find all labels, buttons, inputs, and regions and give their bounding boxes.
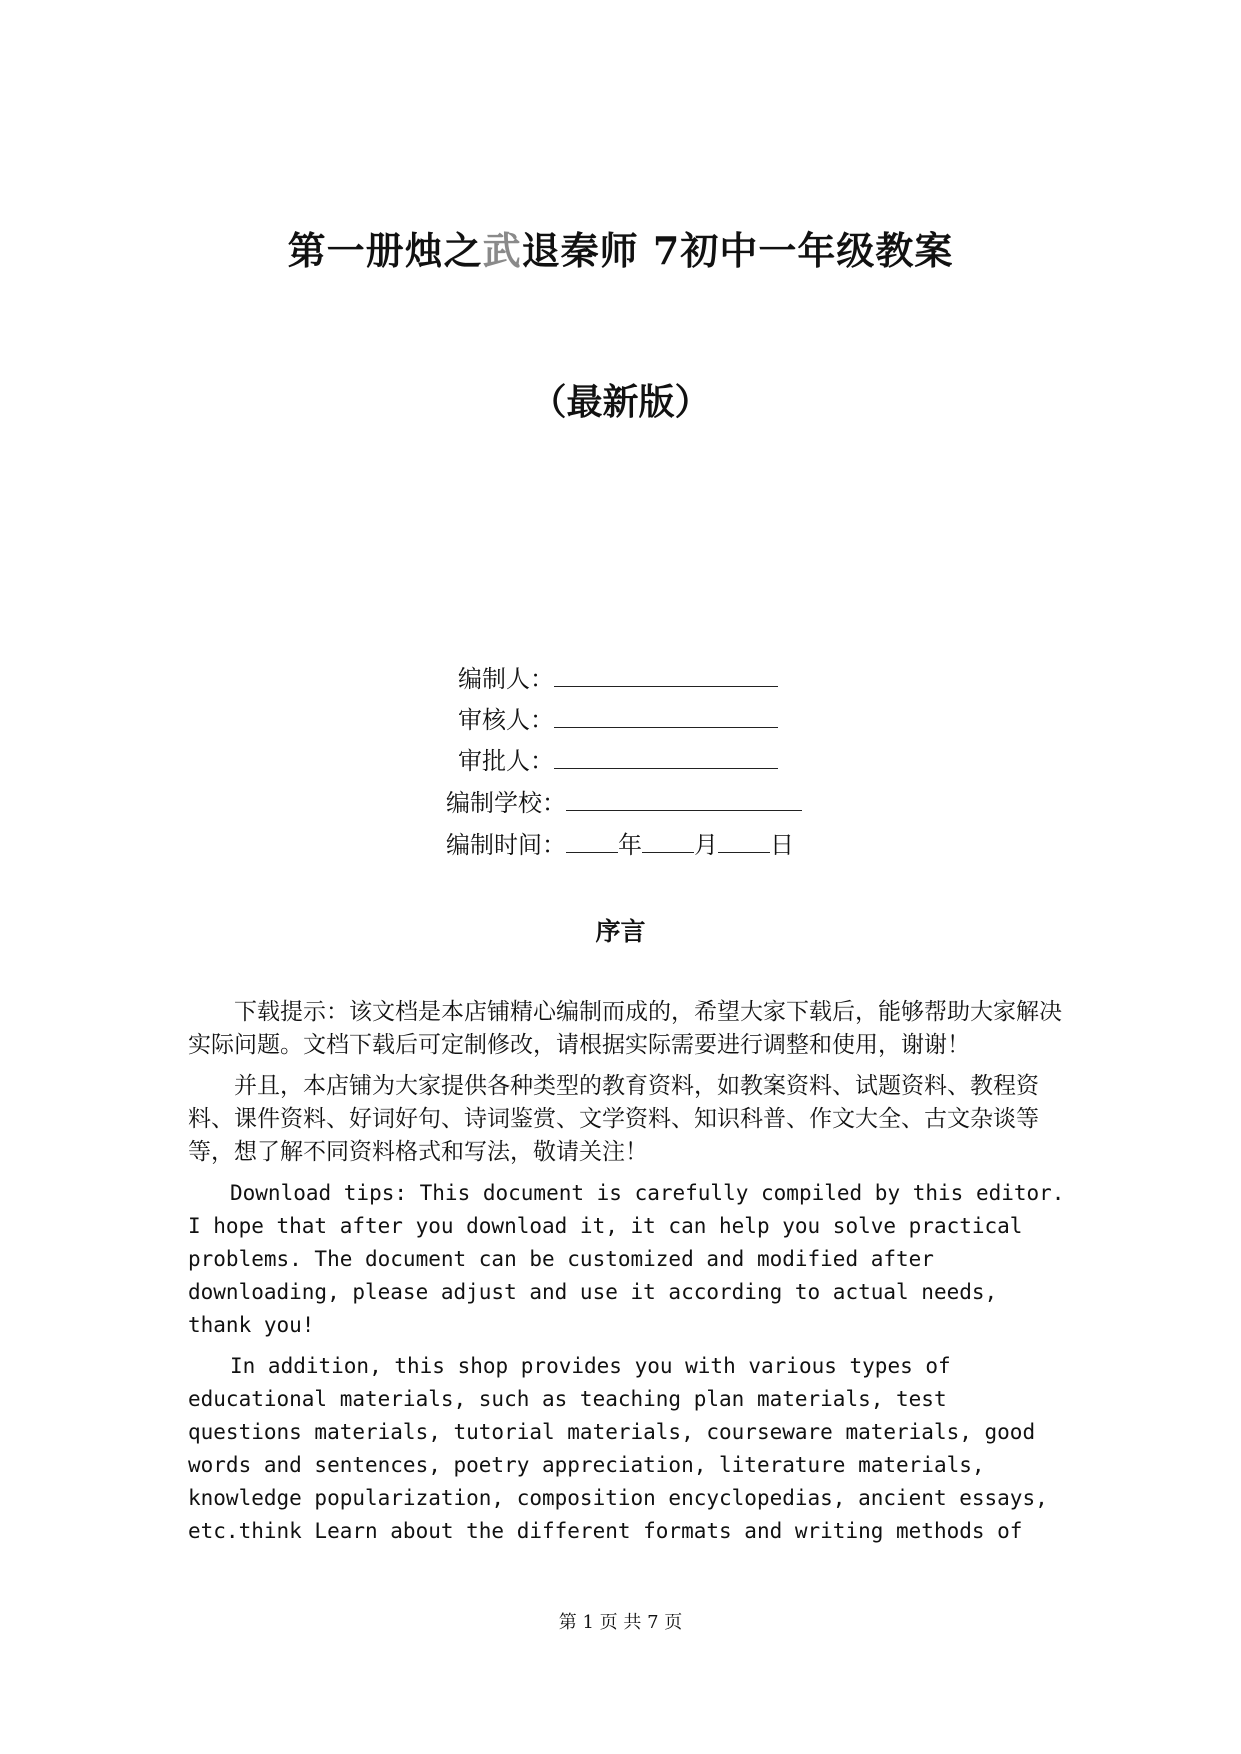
date-label: 编制时间：	[446, 831, 566, 859]
page-number: 第 1 页 共 7 页	[558, 1612, 683, 1633]
author-blank	[554, 662, 778, 687]
preface-paragraph: Download tips: This document is carefully compiled by this editor. I hope that after you download it, it can help you solve practical problems. The document can be customized and modified after downloading, please adjust and use it according to actual needs, thank you!	[188, 1181, 1065, 1337]
preface-body	[188, 996, 1066, 1556]
school-field	[446, 786, 802, 818]
title-part2: 退秦师 7初中一年级教案	[521, 228, 954, 273]
preface-title: 序言	[595, 917, 646, 946]
school-label: 编制学校：	[446, 789, 566, 817]
reviewer-blank	[554, 703, 778, 728]
year-blank	[566, 828, 618, 853]
title-part1: 第一册烛之	[287, 228, 483, 273]
day-blank	[718, 828, 770, 853]
approver-label: 审批人：	[458, 747, 554, 775]
reviewer-label: 审核人：	[458, 706, 554, 734]
reviewer-field	[458, 703, 778, 735]
year-label: 年	[618, 831, 642, 859]
date-field	[446, 828, 794, 860]
preface-paragraph: In addition, this shop provides you with various types of educational materials, such as teaching plan materials, test questions materials, tutorial materials, courseware materials, good words and sentences, poetry appreciation, literature materials, knowledge popularization, composition encyclopedias, ancient essays, etc.think Learn about the different formats and writing methods of	[188, 1354, 1048, 1543]
author-label: 编制人：	[458, 665, 554, 693]
document-subtitle: （最新版）	[530, 381, 711, 423]
document-title	[0, 220, 1241, 275]
approver-field	[458, 744, 778, 776]
preface-paragraph: 并且，本店铺为大家提供各种类型的教育资料，如教案资料、试题资料、教程资料、课件资料、好词好句、诗词鉴赏、文学资料、知识科普、作文大全、古文杂谈等等，想了解不同资料格式和写法，敬请关注！	[188, 1073, 1039, 1165]
day-label: 日	[770, 831, 794, 859]
month-label: 月	[694, 831, 718, 859]
title-faded-char: 武	[482, 228, 522, 273]
school-blank	[566, 786, 802, 811]
preface-paragraph: 下载提示：该文档是本店铺精心编制而成的，希望大家下载后，能够帮助大家解决实际问题。文档下载后可定制修改，请根据实际需要进行调整和使用，谢谢！	[188, 999, 1062, 1058]
month-blank	[642, 828, 694, 853]
author-field	[458, 662, 778, 694]
approver-blank	[554, 744, 778, 769]
